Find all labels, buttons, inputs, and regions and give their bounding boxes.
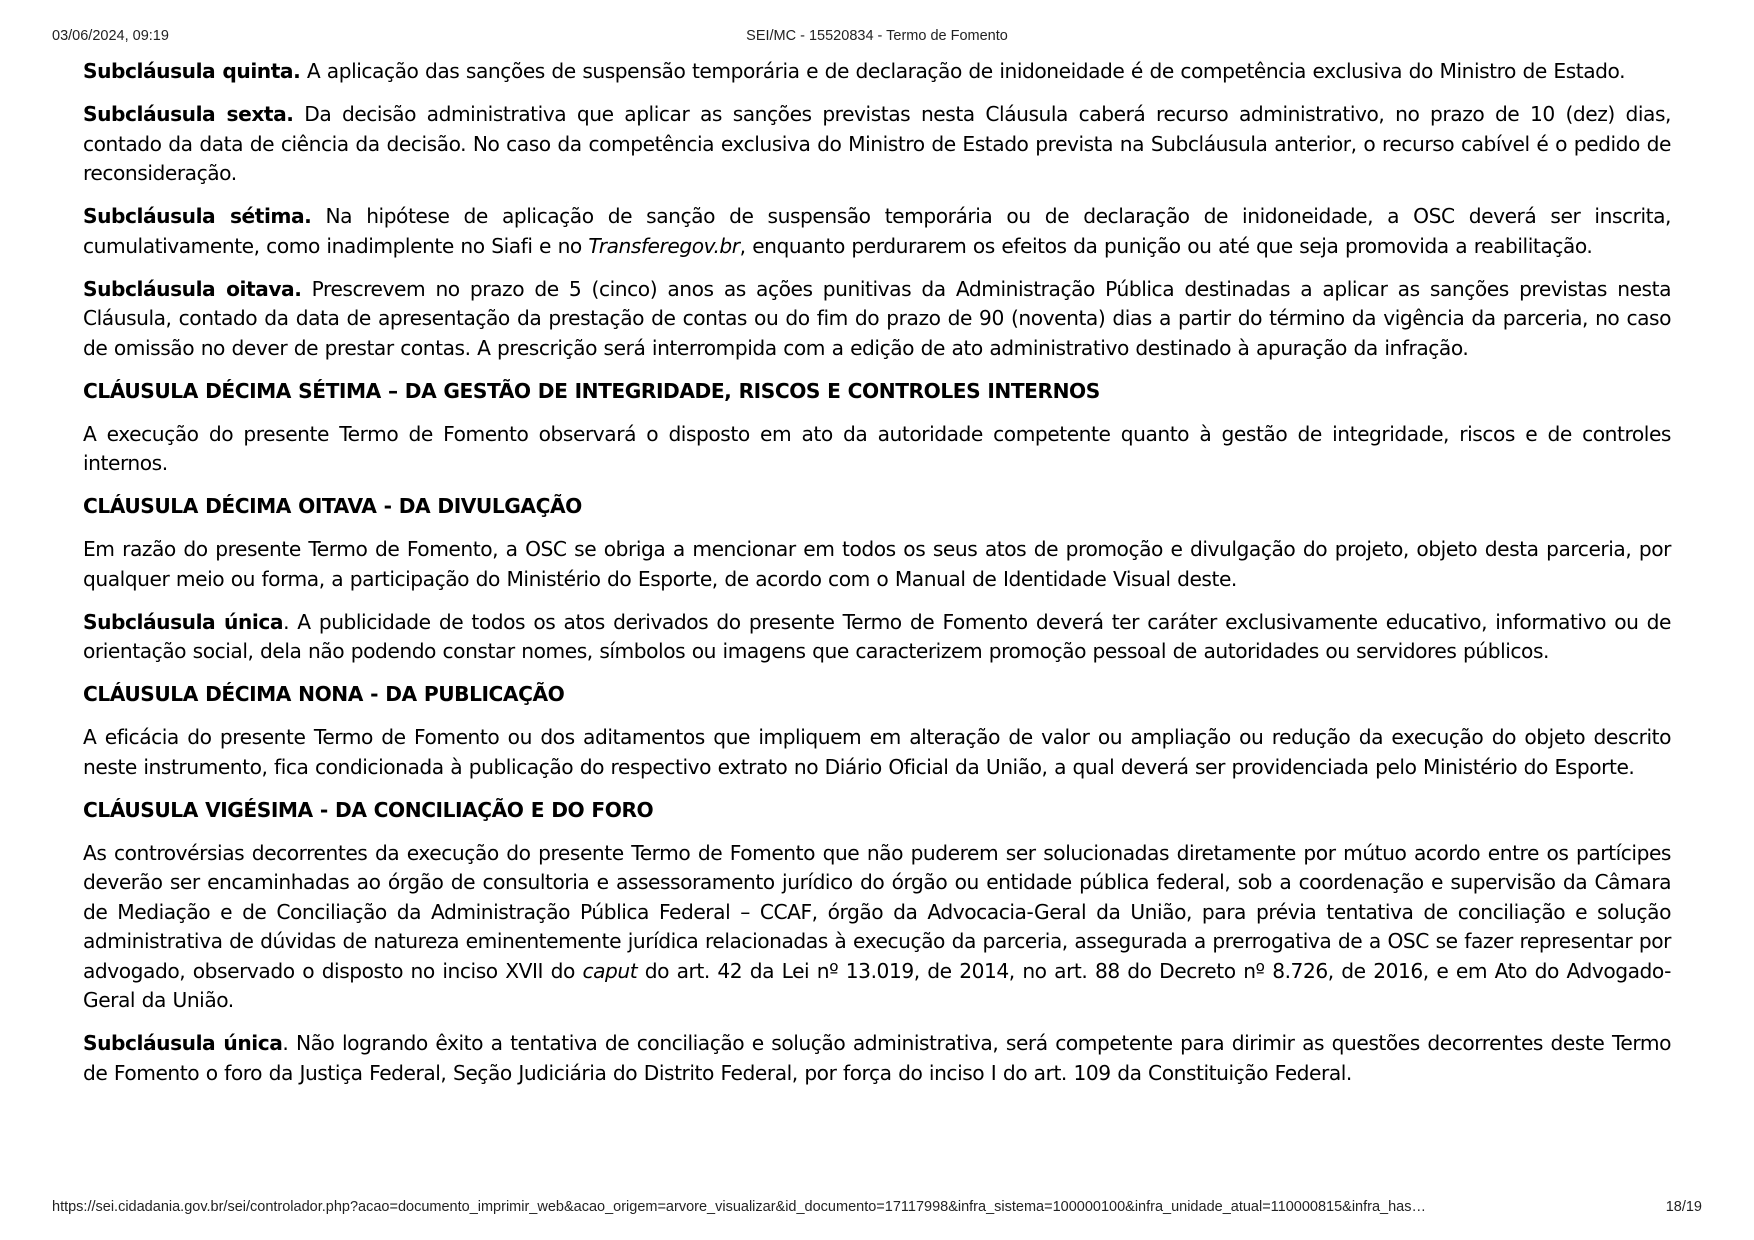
document-body	[83, 57, 1671, 1102]
paragraph-subclausula-oitava	[83, 275, 1671, 364]
print-datetime: 03/06/2024, 09:19	[52, 28, 169, 44]
subclause-label: Subcláusula quinta.	[83, 59, 301, 83]
print-title: SEI/MC - 15520834 - Termo de Fomento	[746, 28, 1008, 44]
paragraph-divulgacao: Em razão do presente Termo de Fomento, a OSC se obriga a mencionar em todos os seus atos de promoção e divulgação do projeto, objeto desta parceria, por qualquer meio ou forma, a participação do Ministério do Esporte, de acordo com o Manual de Identidade Visual deste.	[83, 537, 1671, 591]
paragraph-publicacao: A eficácia do presente Termo de Fomento ou dos aditamentos que impliquem em alteração de valor ou ampliação ou redução da execução do objeto descrito neste instrumento, fica condicionada à publicação do respectivo extrato no Diário Oficial da União, a qual deverá ser providenciada pelo Ministério do Esporte.	[83, 725, 1671, 779]
paragraph-text: As controvérsias decorrentes da execução do presente Termo de Fomento que não puderem ser solucionadas diretamente por mútuo acordo entre os partícipes deverão ser encaminhadas ao órgão de consultoria e assessoramento jurídico do órgão ou entidade pública federal, sob a coordenação e supervisão da Câmara de Mediação e de Conciliação da Administração Pública Federal – CCAF, órgão da Advocacia-Geral da União, para prévia tentativa de conciliação e solução administrativa de dúvidas de natureza eminentemente jurídica relacionadas à execução da parceria, assegurada a prerrogativa de a OSC se fazer representar por advogado, observado o disposto no inciso XVII do	[83, 840, 1671, 983]
paragraph-text: . Não logrando êxito a tentativa de conciliação e solução administrativa, será competente para dirimir as questões decorrentes deste Termo de Fomento o foro da Justiça Federal, Seção Judiciária do Distrito Federal, por força do inciso I do art. 109 da Constituição Federal.	[83, 1031, 1672, 1085]
subclause-label: Subcláusula única	[83, 609, 284, 634]
subclause-label: Subcláusula sexta.	[83, 102, 294, 126]
paragraph-text: do art. 42 da Lei nº 13.019, de 2014, no art. 88 do Decreto nº 8.726, de 2016, e em Ato do Advogado-Geral da União.	[83, 958, 1671, 1012]
subclause-label: Subcláusula oitava.	[83, 276, 302, 301]
paragraph-integridade: A execução do presente Termo de Fomento observará o disposto em ato da autoridade competente quanto à gestão de integridade, riscos e de controles internos.	[83, 421, 1671, 475]
paragraph-subclausula-unica-foro	[83, 1029, 1671, 1088]
paragraph-conciliacao	[83, 839, 1671, 1016]
paragraph-text: Na hipótese de aplicação de sanção de suspensão temporária ou de declaração de inidoneidade, a OSC deverá ser inscrita, cumulativamente, como inadimplente no Siafi e no	[83, 204, 1671, 258]
paragraph-text: A aplicação das sanções de suspensão temporária e de declaração de inidoneidade é de competência exclusiva do Ministro de Estado.	[300, 59, 1626, 83]
page-number: 18/19	[1665, 1199, 1702, 1215]
paragraph-subclausula-unica-divulgacao	[83, 608, 1671, 667]
print-footer	[52, 1199, 1702, 1219]
paragraph-subclausula-sexta	[83, 100, 1671, 189]
clause-heading-19: CLÁUSULA DÉCIMA NONA - DA PUBLICAÇÃO	[83, 682, 565, 706]
paragraph-subclausula-setima	[83, 202, 1671, 261]
clause-heading-18: CLÁUSULA DÉCIMA OITAVA - DA DIVULGAÇÃO	[83, 494, 582, 518]
subclause-label: Subcláusula sétima.	[83, 204, 312, 228]
paragraph-text: Da decisão administrativa que aplicar as sanções previstas nesta Cláusula caberá recurso administrativo, no prazo de 10 (dez) dias, contado da data de ciência da decisão. No caso da competência exclusiva do Ministro de Estado prevista na Subcláusula anterior, o recurso cabível é o pedido de reconsideração.	[83, 102, 1671, 185]
paragraph-text: , enquanto perdurarem os efeitos da punição ou até que seja promovida a reabilitação.	[739, 233, 1593, 258]
clause-heading-20: CLÁUSULA VIGÉSIMA - DA CONCILIAÇÃO E DO FORO	[83, 797, 654, 822]
paragraph-subclausula-quinta	[83, 57, 1671, 87]
print-header	[52, 28, 1702, 48]
paragraph-text: Prescrevem no prazo de 5 (cinco) anos as ações punitivas da Administração Pública destinadas a aplicar as sanções previstas nesta Cláusula, contado da data de apresentação da prestação de contas ou do fim do prazo de 90 (noventa) dias a partir do término da vigência da parceria, no caso de omissão no dever de prestar contas. A prescrição será interrompida com a edição de ato administrativo destinado à apuração da infração.	[83, 276, 1671, 360]
italic-term: Transferegov.br	[588, 233, 740, 258]
subclause-label: Subcláusula única	[83, 1031, 283, 1055]
print-url: https://sei.cidadania.gov.br/sei/controlador.php?acao=documento_imprimir_web&acao_origem=arvore_visualizar&id_documento=17117998&infra_sistema=100000100&infra_unidade_atual=110000815&infra_has…	[52, 1199, 1426, 1215]
clause-heading-17: CLÁUSULA DÉCIMA SÉTIMA – DA GESTÃO DE INTEGRIDADE, RISCOS E CONTROLES INTERNOS	[83, 378, 1100, 403]
paragraph-text: . A publicidade de todos os atos derivados do presente Termo de Fomento deverá ter caráter exclusivamente educativo, informativo ou de orientação social, dela não podendo constar nomes, símbolos ou imagens que caracterizem promoção pessoal de autoridades ou servidores públicos.	[83, 609, 1671, 663]
italic-term: caput	[582, 958, 638, 983]
